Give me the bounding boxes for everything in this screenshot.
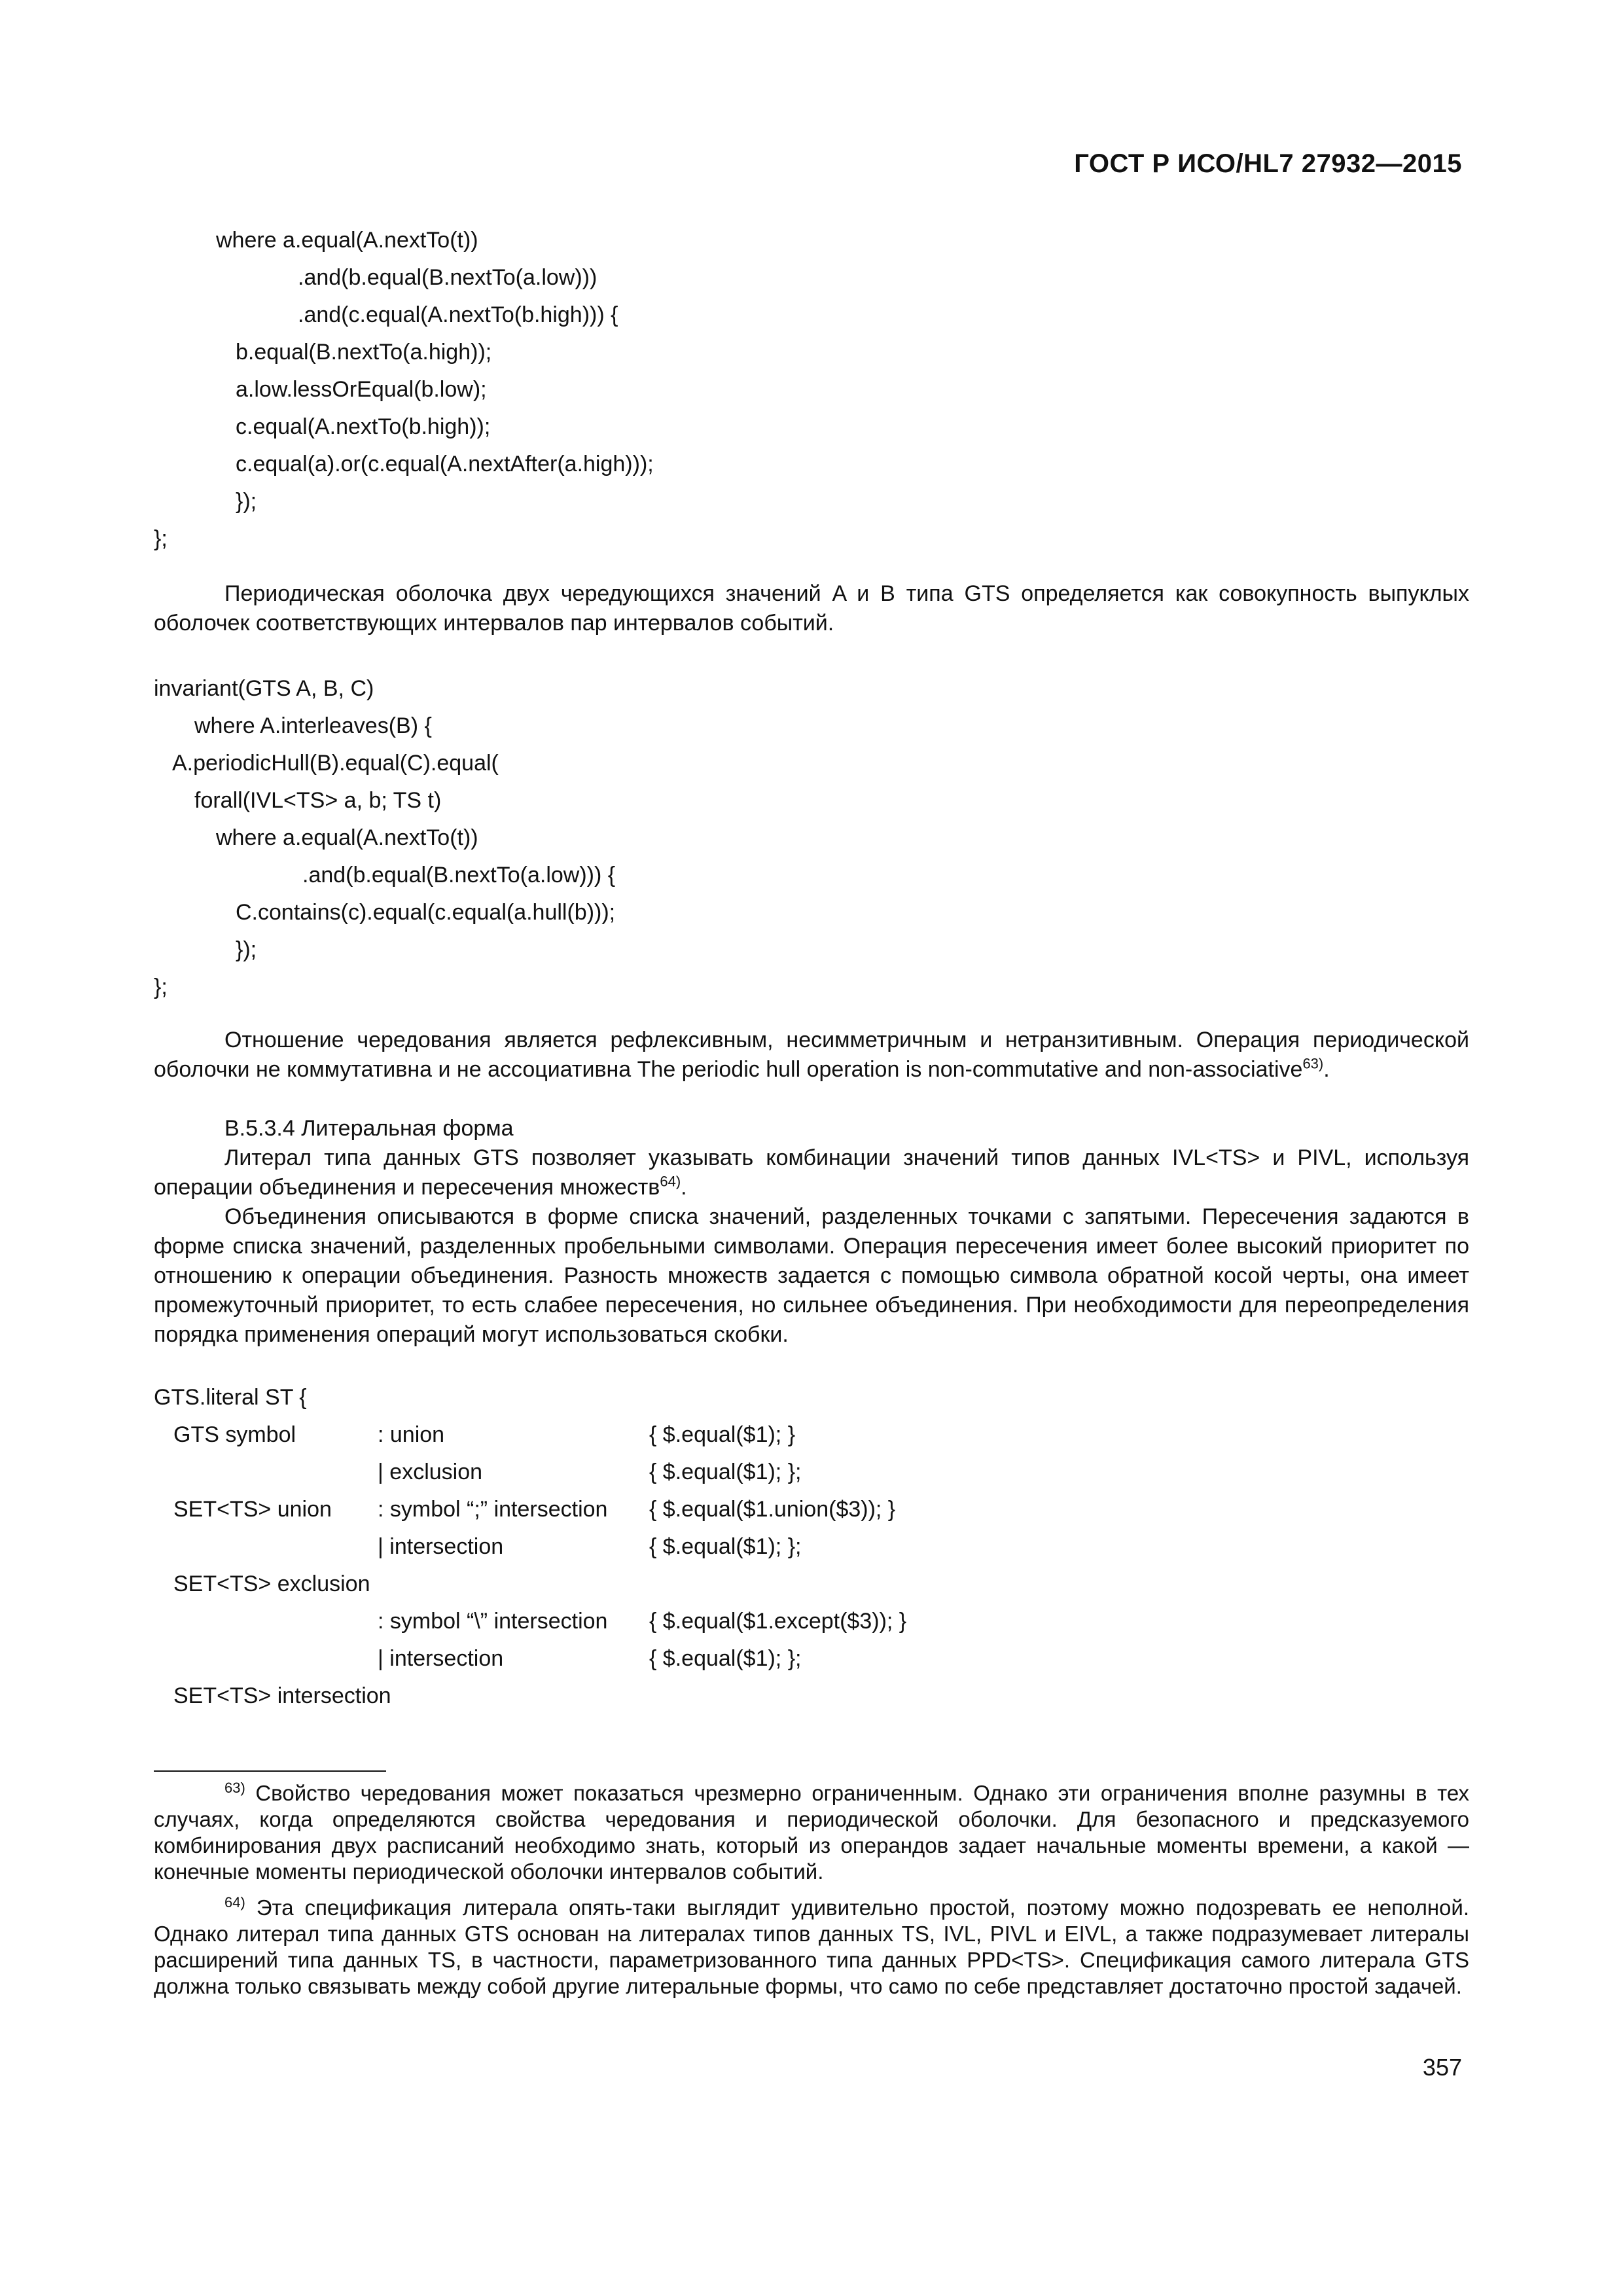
code-line: invariant(GTS A, B, C) [154,676,374,701]
code-line: .and(b.equal(B.nextTo(a.low))) [298,265,597,290]
paragraph-unions-intersections: Объединения описываются в форме списка значений, разделенных точками с запятыми. Пересечения задаются в форме списка значений, разделенных пробельными символами. Операция пересечения имеет более высокий приоритет по отношению к операции объединения. Разность множеств задается с помощью символа обратной косой черты, она имеет промежуточный приоритет, то есть слабее пересечения, но сильнее объединения. При необходимости для переопределения порядка применения операций могут использоваться скобки. [154,1204,1469,1347]
code-line: forall(IVL<TS> a, b; TS t) [194,788,442,813]
grammar-action: { $.equal($1); }; [649,1534,802,1559]
code-line: C.contains(c).equal(c.equal(a.hull(b))); [236,900,616,925]
footnote-marker: 64) [224,1894,245,1910]
footnote-divider [154,1770,386,1772]
grammar-rhs: : union [378,1422,445,1447]
code-line: .and(c.equal(A.nextTo(b.high))) { [298,302,618,327]
paragraph-text: Отношение чередования является рефлексивным, несимметричным и нетранзитивным. Операция периодической оболочки не коммутативна и не ассоциативна The periodic hull operation is non-commutative and non-associative [154,1028,1469,1082]
footnote-text: Эта спецификация литерала опять-таки выглядит удивительно простой, поэтому можно подозревать ее неполной. Однако литерал типа данных GTS основан на литералах типов данных TS, IVL, PIVL и EIVL, а также подразумевает литералы расширений типа данных TS, в частности, параметризованного типа данных PPD<TS>. Спецификация самого литерала GTS должна только связывать между собой другие литеральные формы, что само по себе представляет достаточно простой задачей. [154,1895,1470,1998]
paragraph-literal-form: Литерал типа данных GTS позволяет указывать комбинации значений типов данных IVL<TS> и PIVL, используя операции объединения и пересечения множеств$^{64)}$. [154,1145,1469,1200]
section-heading: B.5.3.4 Литеральная форма [224,1116,514,1141]
footnote-ref-63[interactable]: 63) [1302,1055,1324,1072]
footnote-63 [154,1780,1469,1885]
grammar-lhs: SET<TS> union [173,1497,332,1522]
code-line: where A.interleaves(B) { [194,713,432,738]
code-line: }; [154,975,168,999]
grammar-rhs: | intersection [378,1646,504,1671]
grammar-action: { $.equal($1.except($3)); } [649,1609,907,1634]
footnote-64 [154,1895,1469,2000]
code-line: c.equal(A.nextTo(b.high)); [236,414,491,439]
code-line: c.equal(a).or(c.equal(A.nextAfter(a.high))); [236,452,654,476]
page-header-standard-id: ГОСТ Р ИСО/HL7 27932—2015 [1074,149,1462,178]
code-line: where a.equal(A.nextTo(t)) [216,825,478,850]
grammar-rhs: : symbol “\” intersection [378,1609,608,1634]
code-line: a.low.lessOrEqual(b.low); [236,377,487,402]
code-line: }); [236,489,257,514]
grammar-title: GTS.literal ST { [154,1385,307,1410]
paragraph-periodic-hull: Периодическая оболочка двух чередующихся значений A и B типа GTS определяется как совокупность выпуклых оболочек соответствующих интервалов пар интервалов событий. [154,581,1469,636]
paragraph-text: Литерал типа данных GTS позволяет указывать комбинации значений типов данных IVL<TS> и PIVL, используя операции объединения и пересечения множеств [154,1145,1469,1200]
code-line: b.equal(B.nextTo(a.high)); [236,340,492,365]
code-line: }); [236,937,257,962]
grammar-action: { $.equal($1); }; [649,1460,802,1484]
code-line: where a.equal(A.nextTo(t)) [216,228,478,253]
paragraph-interleave-relation: Отношение чередования является рефлексивным, несимметричным и нетранзитивным. Операция периодической оболочки не коммутативна и не ассоциативна The periodic hull operation is non-commutative and non-associative$^{63)}$. [154,1028,1469,1082]
footnote-text: Свойство чередования может показаться чрезмерно ограниченным. Однако эти ограничения вполне разумны в тех случаях, когда определяются свойства чередования и периодической оболочки. Для безопасного и предсказуемого комбинирования двух расписаний необходимо знать, который из операндов задает начальные моменты времени, а какой — конечные моменты периодической оболочки интервалов событий. [154,1781,1469,1884]
code-line: A.periodicHull(B).equal(C).equal( [172,751,499,776]
grammar-action: { $.equal($1); }; [649,1646,802,1671]
footnote-marker: 63) [224,1780,245,1796]
grammar-action: { $.equal($1.union($3)); } [649,1497,896,1522]
grammar-rhs: | exclusion [378,1460,483,1484]
grammar-lhs: GTS symbol [173,1422,296,1447]
code-line: .and(b.equal(B.nextTo(a.low))) { [302,863,616,888]
grammar-rhs: : symbol “;” intersection [378,1497,608,1522]
grammar-lhs: SET<TS> intersection [173,1683,391,1708]
footnote-ref-64[interactable]: 64) [660,1173,681,1190]
grammar-action: { $.equal($1); } [649,1422,796,1447]
grammar-rhs: | intersection [378,1534,504,1559]
grammar-lhs: SET<TS> exclusion [173,1571,370,1596]
page-number: 357 [1422,2054,1462,2081]
code-line: }; [154,526,168,551]
